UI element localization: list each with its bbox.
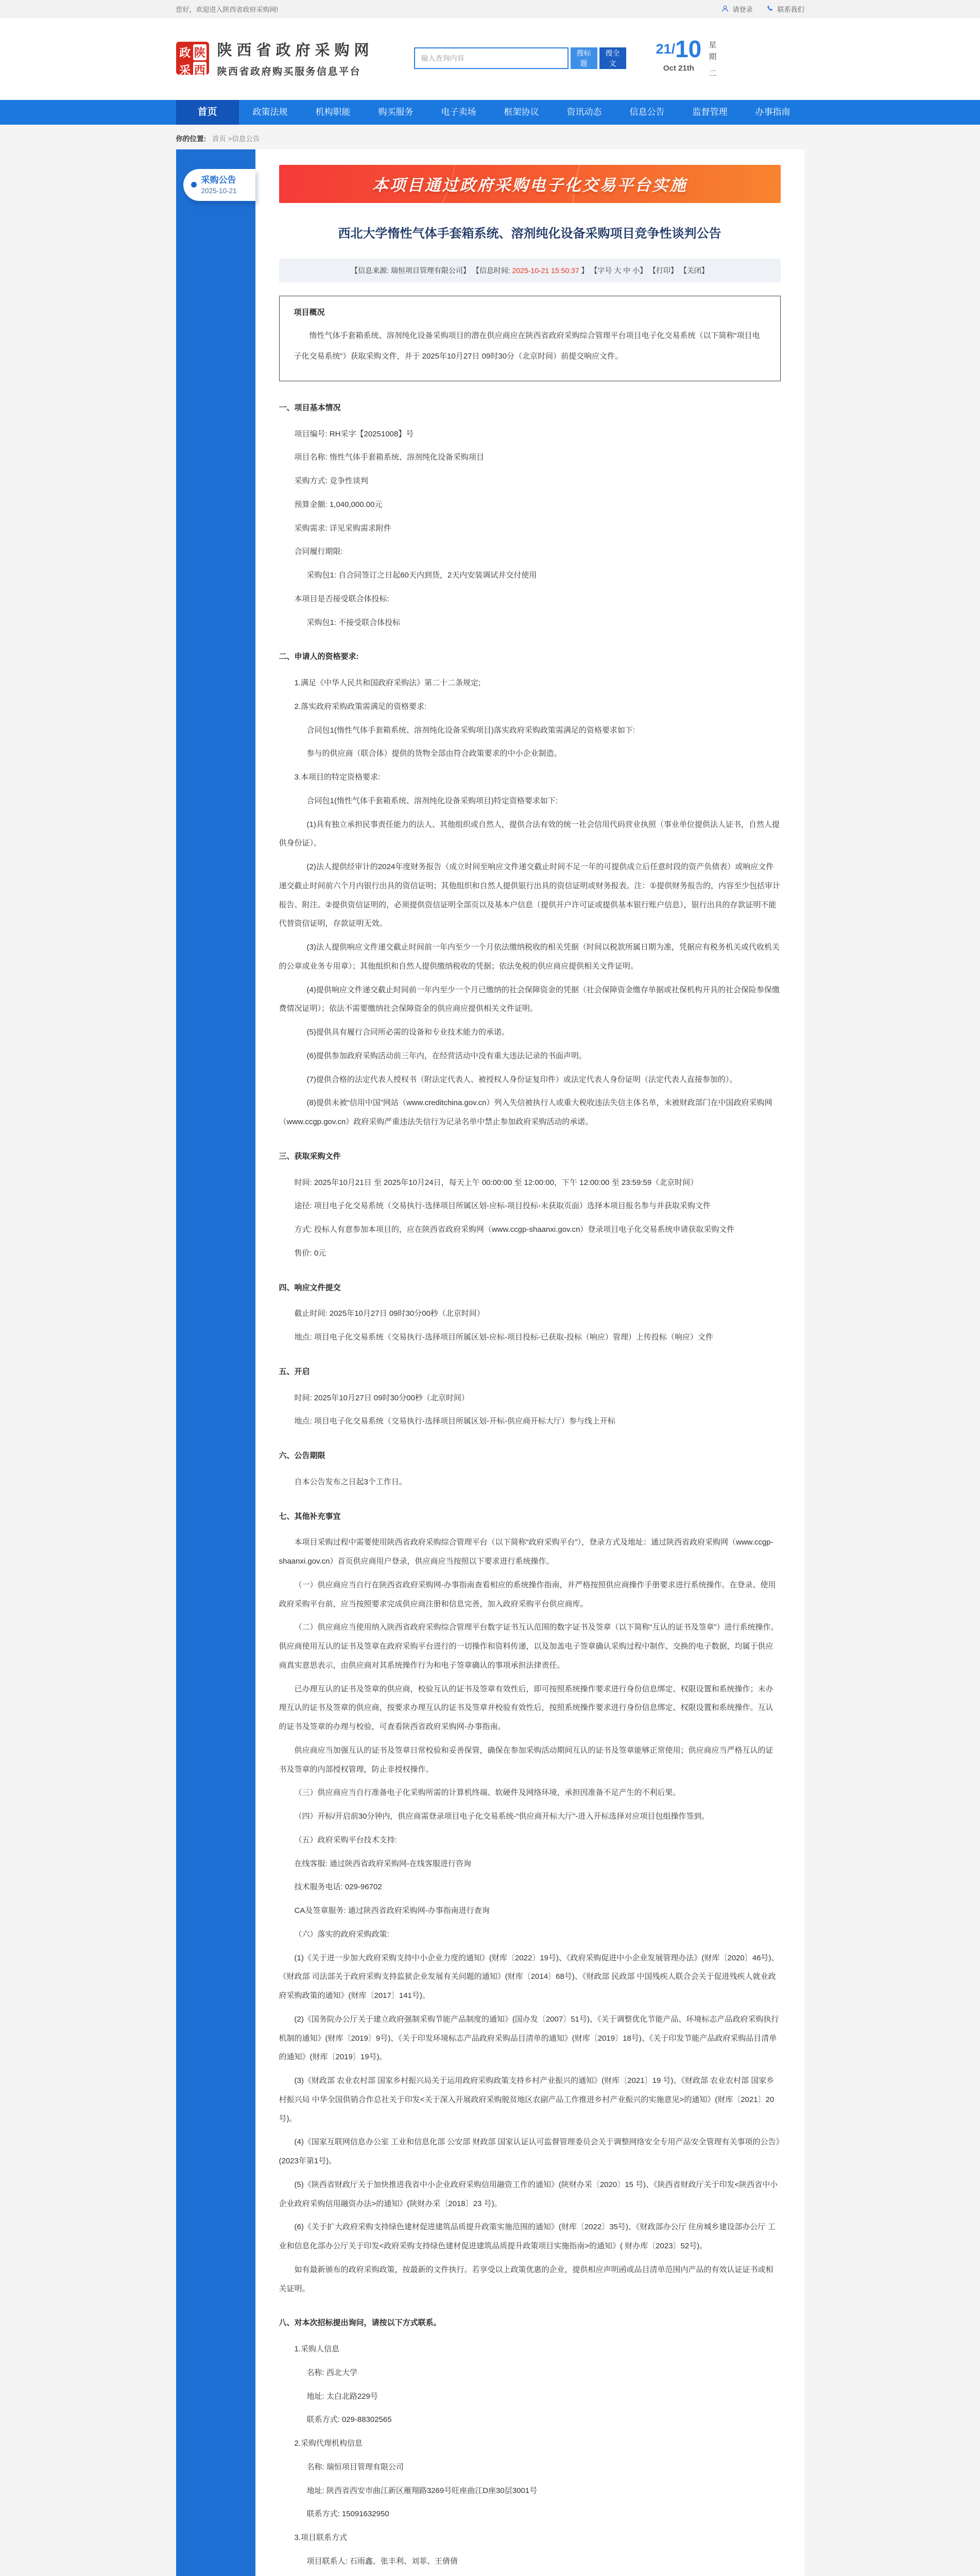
article-paragraph: 本项目是否接受联合体投标: <box>279 590 781 609</box>
content-card <box>176 149 804 2576</box>
article-paragraph: 名称: 瑞恒项目管理有限公司 <box>279 2458 781 2477</box>
sidebar-tab-title: 采购公告 <box>201 175 237 185</box>
article-paragraph: 地点: 项目电子化交易系统（交易执行-选择项目所属区划-应标-项目投标-已获取-投标（响应）管理）上传投标（响应）文件 <box>279 1328 781 1347</box>
article-paragraph: 采购包1: 不接受联合体投标 <box>279 614 781 633</box>
article-paragraph: (1)《关于进一步加大政府采购支持中小企业力度的通知》(财库〔2022〕19号)、《政府采购促进中小企业发展管理办法》(财库〔2020〕46号)、《财政部 司法部关于政府采购支持监狱企业发展有关问题的通知》(财库〔2014〕68号)、《财政部 民政部 中国残疾人联合会关于促进残疾人就业政府采购政策的通知》(财库〔2017〕141号)。 <box>279 1949 781 2006</box>
article-paragraph: (8)提供未被“信用中国”网站（www.creditchina.gov.cn）列入失信被执行人或重大税收违法失信主体名单，未被财政部门在中国政府采购网（www.ccgp.gov.cn）政府采购严重违法失信行为记录名单中禁止参加政府采购活动的承诺。 <box>279 1094 781 1132</box>
site-logo <box>176 42 209 75</box>
article-paragraph: 已办理互认的证书及签章的供应商，校验互认的证书及签章有效性后，即可按照系统操作要求进行身份信息绑定、权限设置和系统操作；未办理互认的证书及签章的供应商，按要求办理互认的证书及签章并校验有效性后，按照系统操作要求进行身份信息绑定、权限设置和系统操作。互认的证书及签章的办理与校验，可查看陕西省政府采购网-办事指南。 <box>279 1680 781 1737</box>
article-paragraph: （六）落实的政府采购政策: <box>279 1925 781 1944</box>
date-month: 10 <box>675 37 701 61</box>
article-paragraph: 3.项目联系方式 <box>279 2529 781 2548</box>
article-paragraph: （四）开标/开启前30分钟内，供应商需登录项目电子化交易系统-“供应商开标大厅”-进入开标选择对应项目包组操作签到。 <box>279 1807 781 1826</box>
bullet-dot-icon <box>191 182 197 188</box>
font-size-small-button[interactable]: 小 <box>632 266 640 275</box>
article-paragraph: 截止时间: 2025年10月27日 09时30分00秒（北京时间） <box>279 1304 781 1324</box>
nav-item[interactable]: 机构职能 <box>302 100 365 125</box>
article-paragraph: 途径: 项目电子化交易系统（交易执行-选择项目所属区划-应标-项目投标-未获取页面）选择本项目报名参与并获取采购文件 <box>279 1197 781 1216</box>
nav-item[interactable]: 框架协议 <box>490 100 553 125</box>
font-size-medium-button[interactable]: 中 <box>623 266 630 275</box>
article-paragraph: (2)《国务院办公厅关于建立政府强制采购节能产品制度的通知》(国办发〔2007〕51号)、《关于调整优化节能产品、环境标志产品政府采购执行机制的通知》(财库〔2019〕9号)、《关于印发环境标志产品政府采购品目清单的通知》(财库〔2019〕18号)、《关于印发节能产品政府采购品目清单的通知》(财库〔2019〕19号)。 <box>279 2010 781 2067</box>
article-main <box>255 149 804 2576</box>
article-paragraph: (3)法人提供响应文件递交截止时间前一年内至少一个月依法缴纳税收的相关凭据（时间以税款所属日期为准，凭据应有税务机关或代收机关的公章或业务专用章）；其他组织和自然人提供缴纳税收的凭据；依法免税的供应商应提供相关文件证明。 <box>279 938 781 976</box>
article-paragraph: 八、对本次招标提出询问，请按以下方式联系。 <box>279 2314 781 2333</box>
info-source: 【信息来源: 瑞恒项目管理有限公司】 <box>351 266 470 275</box>
article-paragraph: （三）供应商应当自行准备电子化采购所需的计算机终端、软硬件及网络环境，承担因准备不足产生的不利后果。 <box>279 1784 781 1803</box>
article-paragraph: 联系方式: 15091632950 <box>279 2505 781 2524</box>
article-paragraph: (6)提供参加政府采购活动前三年内，在经营活动中没有重大违法记录的书面声明。 <box>279 1047 781 1066</box>
article-paragraph: 时间: 2025年10月27日 09时30分00秒（北京时间） <box>279 1389 781 1408</box>
article-paragraph: 采购包1: 自合同签订之日起60天内到货，2天内安装调试并交付使用 <box>279 566 781 585</box>
article-paragraph: (2)法人提供经审计的2024年度财务报告（成立时间至响应文件递交截止时间不足一年的可提供成立后任意时段的资产负债表）或响应文件递交截止时间前六个月内银行出具的资信证明；其他组织和自然人提供银行出具的资信证明或财务报表。注：①提供财务报告的，内容至少包括审计报告、附注。②提供资信证明的，必须提供资信证明全部页以及基本户信息（提供开户许可证或提供基本银行账户信息），银行出具的存款证明不能代替资信证明，存款证明无效。 <box>279 858 781 934</box>
article-paragraph: 2.落实政府采购政策需满足的资格要求: <box>279 698 781 717</box>
article-paragraph: 合同包1(惰性气体手套箱系统、溶剂纯化设备采购项目)落实政府采购政策需满足的资格要求如下: <box>279 721 781 740</box>
article-paragraph: 项目编号: RH采字【20251008】号 <box>279 425 781 444</box>
article-paragraph: 3.本项目的特定资格要求: <box>279 768 781 787</box>
article-paragraph: (4)提供响应文件递交截止时间前一年内至少一个月已缴纳的社会保障资金的凭据（社会保障资金缴存单据或社保机构开具的社会保险参保缴费情况证明）；依法不需要缴纳社会保障资金的供应商应提供相关文件证明。 <box>279 981 781 1019</box>
article-paragraph: 合同包1(惰性气体手套箱系统、溶剂纯化设备采购项目)特定资格要求如下: <box>279 792 781 811</box>
article-paragraph: (4)《国家互联网信息办公室 工业和信息化部 公安部 财政部 国家认证认可监督管理委员会关于调整网络安全专用产品安全管理有关事项的公告》(2023年第1号)。 <box>279 2133 781 2171</box>
article-paragraph: 1.采购人信息 <box>279 2340 781 2359</box>
article-paragraph: 六、公告期限 <box>279 1447 781 1466</box>
article-paragraph: (7)提供合格的法定代表人授权书（附法定代表人、被授权人身份证复印件）或法定代表人身份证明（法定代表人直接参加的）。 <box>279 1071 781 1090</box>
site-title: 陕西省政府采购网 <box>217 39 374 60</box>
main-nav <box>0 100 980 125</box>
search-bar <box>414 47 626 69</box>
breadcrumb-label: 你的位置: <box>176 135 207 143</box>
nav-item[interactable]: 购买服务 <box>365 100 427 125</box>
article-paragraph: (5)提供具有履行合同所必需的设备和专业技术能力的承诺。 <box>279 1023 781 1042</box>
date-english: Oct 21th <box>656 64 702 73</box>
meta-bar: 【信息来源: 瑞恒项目管理有限公司】 【信息时间: 2025-10-21 15:50:37 】 【字号 大 中 小】 【打印】 【关闭】 <box>279 259 781 282</box>
article-paragraph: 如有最新颁布的政府采购政策，按最新的文件执行。若享受以上政策优惠的企业，提供相应声明函或品目清单范围内产品的有效认证证书或相关证明。 <box>279 2261 781 2299</box>
article-paragraph: 项目名称: 惰性气体手套箱系统、溶剂纯化设备采购项目 <box>279 448 781 467</box>
project-overview-box <box>279 296 781 381</box>
article-paragraph: (5)《陕西省财政厅关于加快推进我省中小企业政府采购信用融资工作的通知》(陕财办采〔2020〕15 号)、《陕西省财政厅关于印发<陕西省中小企业政府采购信用融资办法>的通知》(陕财办采〔2018〕23 号)。 <box>279 2176 781 2214</box>
article-paragraph: （一）供应商应当自行在陕西省政府采购网-办事指南查看相应的系统操作指南，并严格按照供应商操作手册要求进行系统操作。在登录、使用政府采购平台前，应当按照要求完成供应商注册和信息完善，加入政府采购平台供应商库。 <box>279 1576 781 1614</box>
nav-item[interactable]: 资讯动态 <box>553 100 616 125</box>
article-body <box>279 399 781 2576</box>
search-input[interactable] <box>414 47 569 69</box>
article-paragraph: 三、获取采购文件 <box>279 1147 781 1166</box>
logo-char: 采 <box>179 62 192 78</box>
overview-text: 惰性气体手套箱系统、溶剂纯化设备采购项目的潜在供应商应在陕西省政府采购综合管理平台项目电子化交易系统（以下简称“项目电子化交易系统”）获取采购文件，并于 2025年10月27日 09时30分（北京时间）前提交响应文件。 <box>294 326 766 367</box>
article-paragraph: (1)具有独立承担民事责任能力的法人、其他组织或自然人，提供合法有效的统一社会信用代码营业执照（事业单位提供法人证书，自然人提供身份证）。 <box>279 816 781 854</box>
close-button[interactable]: 【关闭】 <box>680 266 709 275</box>
article-paragraph: 采购方式: 竞争性谈判 <box>279 472 781 491</box>
breadcrumb: 你的位置: 首页 >信息公告 <box>176 125 804 149</box>
article-paragraph: 地点: 项目电子化交易系统（交易执行-选择项目所属区划-开标-供应商开标大厅）参与线上开标 <box>279 1412 781 1431</box>
nav-item[interactable]: 信息公告 <box>616 100 679 125</box>
article-paragraph: 1.满足《中华人民共和国政府采购法》第二十二条规定; <box>279 674 781 693</box>
date-day: 21 <box>656 42 672 56</box>
article-paragraph: 联系方式: 029-88302565 <box>279 2411 781 2430</box>
welcome-text: 您好，欢迎进入陕西省政府采购网! <box>176 4 279 14</box>
nav-item[interactable]: 首页 <box>176 100 239 125</box>
font-size-large-button[interactable]: 大 <box>614 266 621 275</box>
article-paragraph: 七、其他补充事宜 <box>279 1507 781 1527</box>
article-paragraph: 时间: 2025年10月21日 至 2025年10月24日，每天上午 00:00:00 至 12:00:00，下午 12:00:00 至 23:59:59（北京时间） <box>279 1174 781 1193</box>
nav-item[interactable]: 监督管理 <box>679 100 742 125</box>
weekday-label: 星 期 二 <box>709 37 716 79</box>
article-paragraph: 地址: 陕西省西安市曲江新区雁翔路3269号旺座曲江D座30层3001号 <box>279 2482 781 2501</box>
article-paragraph: 二、申请人的资格要求: <box>279 648 781 667</box>
article-paragraph: 在线客服: 通过陕西省政府采购网-在线客服进行咨询 <box>279 1855 781 1874</box>
article-paragraph: 2.采购代理机构信息 <box>279 2434 781 2453</box>
article-paragraph: 预算金额: 1,040,000.00元 <box>279 496 781 515</box>
article-paragraph: 方式: 投标人有意参加本项目的，应在陕西省政府采购网（www.ccgp-shaanxi.gov.cn）登录项目电子化交易系统申请获取采购文件 <box>279 1221 781 1240</box>
article-paragraph: 名称: 西北大学 <box>279 2364 781 2383</box>
user-icon <box>721 5 729 13</box>
platform-banner <box>279 165 781 203</box>
article-paragraph: 采购需求: 详见采购需求附件 <box>279 519 781 538</box>
article-paragraph: 供应商应当加强互认的证书及签章日常校验和妥善保管，确保在参加采购活动期间互认的证书及签章能够正常使用；供应商应当严格互认的证书及签章的内部授权管理，防止非授权操作。 <box>279 1741 781 1780</box>
article-paragraph: 合同履行期限: <box>279 543 781 562</box>
contact-link[interactable]: 联系我们 <box>766 4 804 14</box>
article-paragraph: 五、开启 <box>279 1363 781 1382</box>
breadcrumb-home-link[interactable]: 首页 <box>212 135 226 143</box>
article-paragraph: (3)《财政部 农业农村部 国家乡村振兴局关于运用政府采购政策支持乡村产业振兴的通知》(财库〔2021〕19 号)、《财政部 农业农村部 国家乡村振兴局 中华全国供销合作总社关于印发<关于深入开展政府采购脱贫地区农副产品工作推进乡村产业振兴的实施意见>的通知》(财库〔2021〕20 号)。 <box>279 2072 781 2128</box>
banner-text: 本项目通过政府采购电子化交易平台实施 <box>372 172 687 195</box>
article-paragraph: （二）供应商应当使用纳入陕西省政府采购综合管理平台数字证书互认范围的数字证书及签章（以下简称“互认的证书及签章”）进行系统操作。供应商使用互认的证书及签章在政府采购平台进行的一切操作和资料传递，以及加盖电子签章确认采购过程中制作、交换的电子数据，均属于供应商真实意思表示，由供应商对其系统操作行为和电子签章确认的事项承担法律责任。 <box>279 1618 781 1675</box>
topbar <box>0 0 980 18</box>
info-time: 2025-10-21 15:50:37 <box>512 266 579 275</box>
logo-char: 陕 <box>193 44 207 60</box>
logo-char: 西 <box>193 62 207 78</box>
article-paragraph: 本项目采购过程中需要使用陕西省政府采购综合管理平台（以下简称“政府采购平台”），登录方式及地址：通过陕西省政府采购网（www.ccgp-shaanxi.gov.cn）首页供应商用户登录，供应商应当按照以下要求进行系统操作。 <box>279 1533 781 1571</box>
search-title-button[interactable]: 搜标题 <box>571 47 597 69</box>
article-paragraph: 自本公告发布之日起3个工作日。 <box>279 1473 781 1492</box>
article-paragraph: (6)《关于扩大政府采购支持绿色建材促进建筑品质提升政策实施范围的通知》(财库〔2022〕35号)、《财政部办公厅 住房城乡建设部办公厅 工业和信息化部办公厅关于印发<政府采购支持绿色建材促进建筑品质提升政策项目实施指南>的通知》( 财办库〔2023〕52号)。 <box>279 2218 781 2256</box>
nav-item[interactable]: 办事指南 <box>742 100 804 125</box>
article-paragraph: 技术服务电话: 029-96702 <box>279 1878 781 1897</box>
print-button[interactable]: 【打印】 <box>649 266 678 275</box>
nav-item[interactable]: 政策法规 <box>239 100 302 125</box>
date-widget: 21 / 10 Oct 21th 星 期 二 <box>656 37 717 79</box>
nav-item[interactable]: 电子卖场 <box>427 100 490 125</box>
article-paragraph: 一、项目基本情况 <box>279 399 781 418</box>
logo-char: 政 <box>179 44 192 60</box>
article-paragraph: （五）政府采购平台技术支持: <box>279 1831 781 1850</box>
login-link[interactable]: 请登录 <box>721 4 752 14</box>
left-sidebar <box>176 149 255 2576</box>
article-paragraph: 四、响应文件提交 <box>279 1279 781 1298</box>
article-paragraph: 参与的供应商（联合体）提供的货物全部由符合政策要求的中小企业制造。 <box>279 744 781 764</box>
breadcrumb-current[interactable]: 信息公告 <box>232 135 260 143</box>
article-paragraph: 售价: 0元 <box>279 1244 781 1263</box>
sidebar-tab-procurement-notice[interactable] <box>183 169 255 201</box>
site-header <box>0 18 980 100</box>
sidebar-tab-date: 2025-10-21 <box>201 187 237 195</box>
article-paragraph: CA及签章服务: 通过陕西省政府采购网-办事指南进行查询 <box>279 1902 781 1921</box>
article-paragraph: 地址: 太白北路229号 <box>279 2387 781 2406</box>
article-paragraph: 项目联系人: 石雨鑫、张丰利、刘菲、王倩倩 <box>279 2552 781 2571</box>
phone-icon <box>766 5 774 13</box>
announcement-title: 西北大学惰性气体手套箱系统、溶剂纯化设备采购项目竞争性谈判公告 <box>289 225 770 243</box>
search-fulltext-button[interactable]: 搜全文 <box>599 47 626 69</box>
overview-heading: 项目概况 <box>294 307 766 317</box>
site-subtitle: 陕西省政府购买服务信息平台 <box>217 64 374 78</box>
